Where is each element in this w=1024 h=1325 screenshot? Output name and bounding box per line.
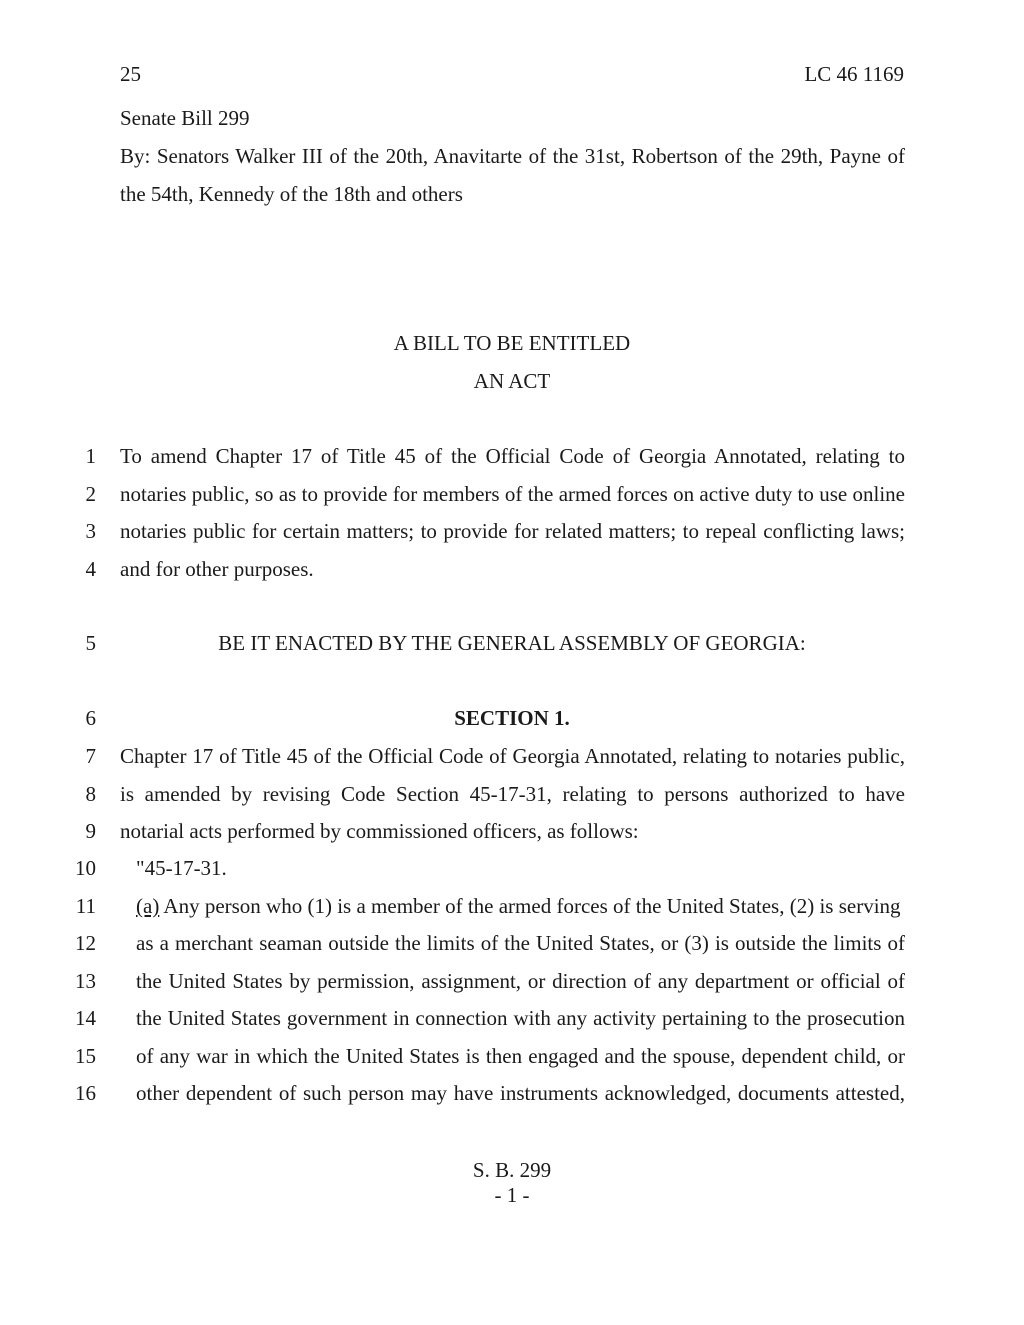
line-number: 8 (85, 782, 96, 806)
line-number: 12 (75, 931, 96, 955)
line-number: 6 (85, 706, 96, 730)
line-number: 16 (75, 1081, 96, 1105)
line-number: 5 (85, 631, 96, 655)
line-number: 4 (85, 557, 96, 581)
line-number: 13 (75, 969, 96, 993)
line-number: 15 (75, 1044, 96, 1068)
line-text: Any person who (1) is a member of the armed forces of the United States, (2) is serving (159, 894, 901, 918)
line-text: the United States government in connection with any activity pertaining to the prosecution (136, 1006, 905, 1030)
line-text: is amended by revising Code Section 45-17-31, relating to persons authorized to have (120, 782, 905, 806)
line-text: To amend Chapter 17 of Title 45 of the Official Code of Georgia Annotated, relating to (120, 444, 905, 468)
line-number: 10 (75, 856, 96, 880)
line-text: of any war in which the United States is then engaged and the spouse, dependent child, or (136, 1044, 905, 1068)
line-text: notaries public for certain matters; to provide for related matters; to repeal conflicting laws; (120, 519, 905, 543)
sponsors-line-2: the 54th, Kennedy of the 18th and others (120, 182, 463, 206)
line-text: the United States by permission, assignment, or direction of any department or official of (136, 969, 905, 993)
subsection-marker: (a) (136, 894, 160, 918)
line-text-with-subsection (136, 896, 905, 917)
line-number: 7 (85, 744, 96, 768)
line-text: notarial acts performed by commissioned officers, as follows: (120, 819, 639, 843)
footer-page-number: - 1 - (494, 1183, 530, 1207)
line-number: 2 (85, 482, 96, 506)
bill-title: Senate Bill 299 (120, 106, 250, 130)
line-text: other dependent of such person may have instruments acknowledged, documents attested, (136, 1081, 905, 1105)
enacting-clause: BE IT ENACTED BY THE GENERAL ASSEMBLY OF GEORGIA: (218, 631, 806, 655)
footer-bill-code: S. B. 299 (472, 1158, 552, 1182)
bill-entitled-heading: A BILL TO BE ENTITLED (393, 331, 631, 355)
lc-code: LC 46 1169 (804, 62, 904, 86)
section-heading: SECTION 1. (454, 706, 570, 730)
line-text: as a merchant seaman outside the limits of the United States, or (3) is outside the limits of (136, 931, 905, 955)
sponsors-line-1: By: Senators Walker III of the 20th, Anavitarte of the 31st, Robertson of the 29th, Payne of (120, 144, 905, 168)
line-number: 1 (85, 444, 96, 468)
code-section-number: "45-17-31. (136, 856, 227, 880)
line-number: 3 (85, 519, 96, 543)
line-number: 9 (85, 819, 96, 843)
act-heading: AN ACT (473, 369, 551, 393)
line-number: 14 (75, 1006, 96, 1030)
line-text: Chapter 17 of Title 45 of the Official Code of Georgia Annotated, relating to notaries public, (120, 744, 905, 768)
page-number: 25 (120, 62, 141, 86)
line-number: 11 (75, 894, 96, 918)
line-text: and for other purposes. (120, 557, 314, 581)
line-text: notaries public, so as to provide for members of the armed forces on active duty to use online (120, 482, 905, 506)
